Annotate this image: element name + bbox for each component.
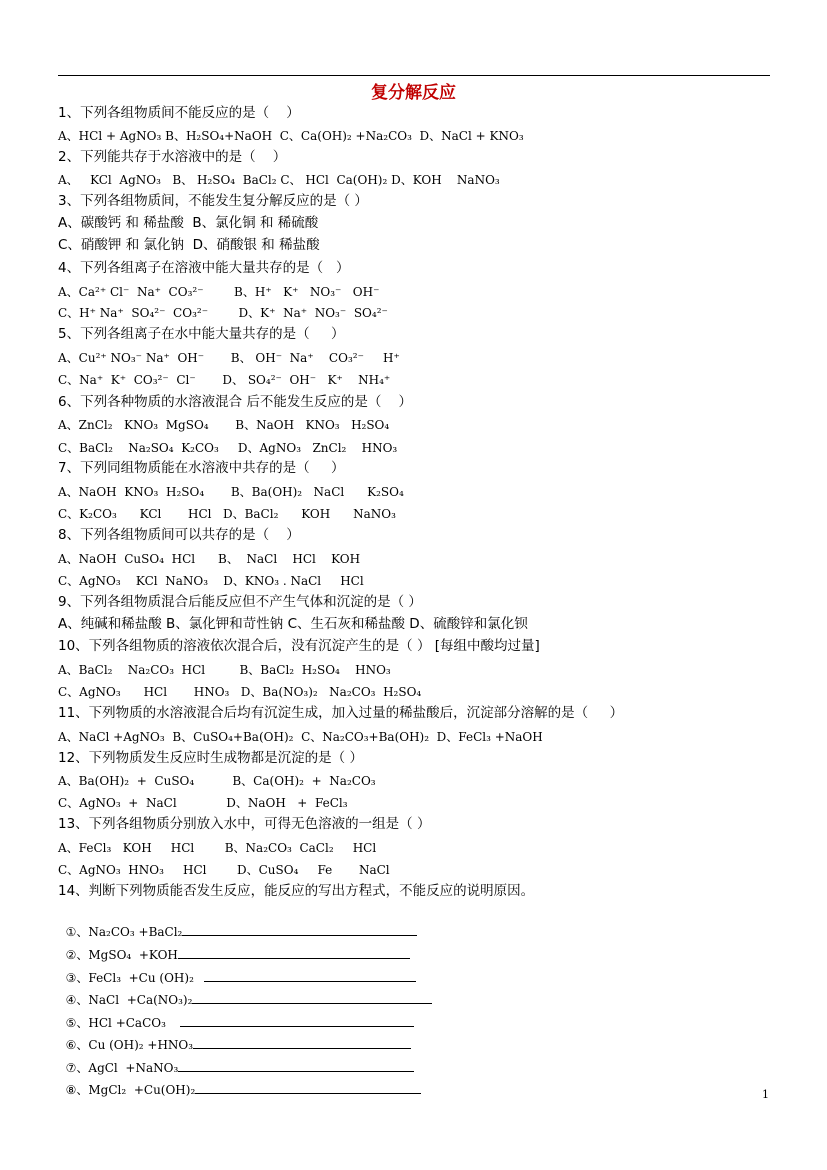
- fill-item-label: ②、MgSO₄ +KOH: [65, 948, 178, 962]
- options-5b: C、Na⁺ K⁺ CO₃²⁻ Cl⁻ D、 SO₄²⁻ OH⁻ K⁺ NH₄⁺: [58, 373, 391, 387]
- question-7: 7、下列同组物质能在水溶液中共存的是（ ）: [58, 460, 345, 476]
- options-6a: A、ZnCl₂ KNO₃ MgSO₄ B、NaOH KNO₃ H₂SO₄: [58, 418, 390, 432]
- options-5a: A、Cu²⁺ NO₃⁻ Na⁺ OH⁻ B、 OH⁻ Na⁺ CO₃²⁻ H⁺: [58, 351, 400, 365]
- answer-blank[interactable]: [195, 1081, 421, 1094]
- fill-item-label: ⑧、MgCl₂ +Cu(OH)₂: [65, 1083, 196, 1097]
- options-12a: A、Ba(OH)₂ + CuSO₄ B、Ca(OH)₂ + Na₂CO₃: [58, 774, 376, 788]
- fill-item-label: ③、FeCl₃ +Cu (OH)₂: [65, 971, 194, 985]
- options-7a: A、NaOH KNO₃ H₂SO₄ B、Ba(OH)₂ NaCl K₂SO₄: [58, 485, 404, 499]
- fill-item-label: ⑦、AgCl +NaNO₃: [65, 1061, 179, 1075]
- options-4a: A、Ca²⁺ Cl⁻ Na⁺ CO₃²⁻ B、H⁺ K⁺ NO₃⁻ OH⁻: [58, 285, 380, 299]
- fill-item-label: ⑥、Cu (OH)₂ +HNO₃: [65, 1038, 194, 1052]
- question-10: 10、下列各组物质的溶液依次混合后，没有沉淀产生的是（ ） [每组中酸均过量]: [58, 638, 540, 654]
- options-8b: C、AgNO₃ KCl NaNO₃ D、KNO₃ . NaCl HCl: [58, 574, 364, 588]
- options-7b: C、K₂CO₃ KCl HCl D、BaCl₂ KOH NaNO₃: [58, 507, 396, 521]
- question-6: 6、下列各种物质的水溶液混合 后不能发生反应的是（ ）: [58, 394, 413, 410]
- question-12: 12、下列物质发生反应时生成物都是沉淀的是（ ）: [58, 750, 363, 766]
- question-11: 11、下列物质的水溶液混合后均有沉淀生成，加入过量的稀盐酸后，沉淀部分溶解的是（ ）: [58, 705, 624, 721]
- question-5: 5、下列各组离子在水中能大量共存的是（ ）: [58, 326, 345, 342]
- options-13a: A、FeCl₃ KOH HCl B、Na₂CO₃ CaCl₂ HCl: [58, 841, 377, 855]
- options-11: A、NaCl +AgNO₃ B、CuSO₄+Ba(OH)₂ C、Na₂CO₃+Ba(OH)₂ D、FeCl₃ +NaOH: [58, 730, 543, 744]
- page-number: 1: [762, 1088, 769, 1101]
- question-1: 1、下列各组物质间不能反应的是（ ）: [58, 105, 300, 121]
- question-3: 3、下列各组物质间，不能发生复分解反应的是（ ）: [58, 193, 368, 209]
- fill-item-label: ④、NaCl +Ca(NO₃)₂: [65, 993, 193, 1007]
- options-6b: C、BaCl₂ Na₂SO₄ K₂CO₃ D、AgNO₃ ZnCl₂ HNO₃: [58, 441, 398, 455]
- question-4: 4、下列各组离子在溶液中能大量共存的是（ ）: [58, 260, 350, 276]
- question-2: 2、下列能共存于水溶液中的是（ ）: [58, 149, 287, 165]
- options-10a: A、BaCl₂ Na₂CO₃ HCl B、BaCl₂ H₂SO₄ HNO₃: [58, 663, 391, 677]
- options-2: A、 KCl AgNO₃ B、 H₂SO₄ BaCl₂ C、 HCl Ca(OH)₂ D、KOH NaNO₃: [58, 173, 500, 187]
- question-8: 8、下列各组物质间可以共存的是（ ）: [58, 527, 300, 543]
- options-13b: C、AgNO₃ HNO₃ HCl D、CuSO₄ Fe NaCl: [58, 863, 390, 877]
- header-rule: [58, 75, 770, 76]
- options-3b: C、硝酸钾 和 氯化钠 D、硝酸银 和 稀盐酸: [58, 237, 320, 253]
- fill-item-label: ①、Na₂CO₃ +BaCl₂: [65, 925, 183, 939]
- fill-item-label: ⑤、HCl +CaCO₃: [65, 1016, 166, 1030]
- options-3a: A、碳酸钙 和 稀盐酸 B、氯化铜 和 稀硫酸: [58, 215, 319, 231]
- options-1: A、HCl + AgNO₃ B、H₂SO₄+NaOH C、Ca(OH)₂ +Na₂CO₃ D、NaCl + KNO₃: [58, 129, 524, 143]
- options-9: A、纯碱和稀盐酸 B、氯化钾和苛性钠 C、生石灰和稀盐酸 D、硫酸锌和氯化钡: [58, 616, 528, 632]
- question-13: 13、下列各组物质分别放入水中，可得无色溶液的一组是（ ）: [58, 816, 431, 832]
- page-title: 复分解反应: [371, 83, 456, 103]
- options-10b: C、AgNO₃ HCl HNO₃ D、Ba(NO₃)₂ Na₂CO₃ H₂SO₄: [58, 685, 422, 699]
- options-4b: C、H⁺ Na⁺ SO₄²⁻ CO₃²⁻ D、K⁺ Na⁺ NO₃⁻ SO₄²⁻: [58, 306, 388, 320]
- options-12b: C、AgNO₃ + NaCl D、NaOH + FeCl₃: [58, 796, 348, 810]
- fill-item: [58, 1063, 421, 1099]
- question-14: 14、判断下列物质能否发生反应，能反应的写出方程式，不能反应的说明原因。: [58, 883, 535, 899]
- question-9: 9、下列各组物质混合后能反应但不产生气体和沉淀的是（ ）: [58, 594, 422, 610]
- options-8a: A、NaOH CuSO₄ HCl B、 NaCl HCl KOH: [58, 552, 361, 566]
